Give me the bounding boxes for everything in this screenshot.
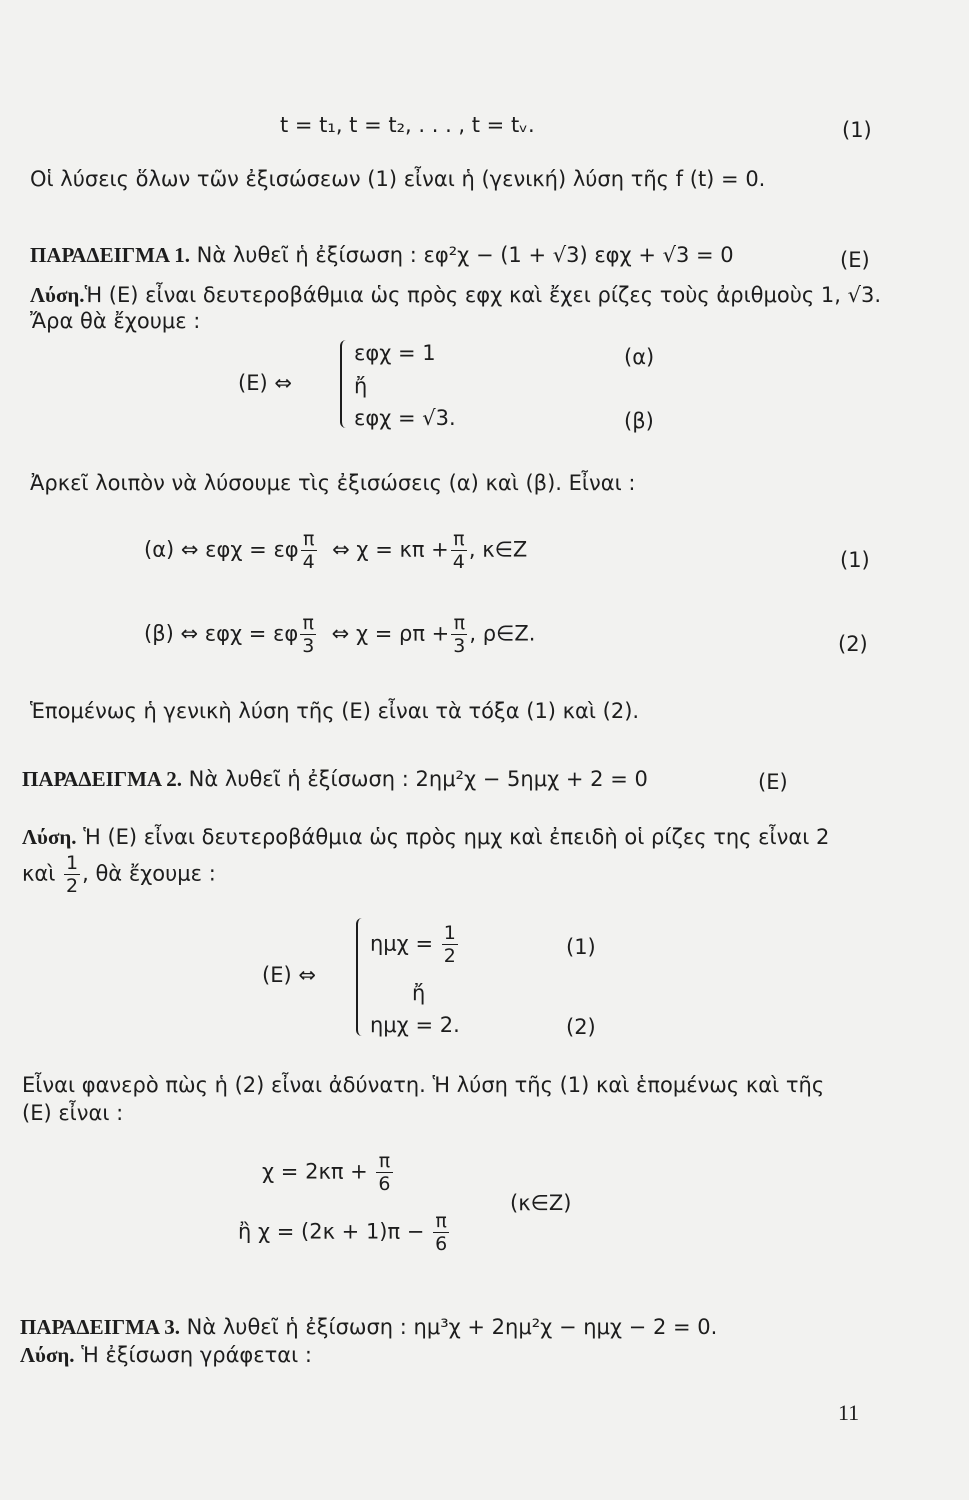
denominator: 3 [453, 635, 466, 657]
page-number: 11 [838, 1400, 860, 1425]
solution-2-line [22, 824, 829, 850]
system-2-tag-1: (1) [566, 935, 596, 959]
system-1-tag-a: (α) [624, 345, 655, 369]
fraction-pi-4 [301, 528, 317, 573]
example-label: ΠΑΡΑΔΕΙΓΜΑ 3. [20, 1315, 180, 1339]
system-2-lhs: (Ε) ⇔ [262, 963, 316, 987]
fraction-1-2 [64, 852, 80, 897]
numerator: π [376, 1150, 392, 1173]
system-1-eq-a: εφχ = 1 [354, 341, 436, 365]
solution-label: Λύση. [20, 1343, 75, 1367]
solution-2-line-2 [22, 852, 216, 897]
denominator: 2 [443, 945, 456, 967]
fraction-pi-6 [433, 1210, 449, 1255]
text: , θὰ ἔχουμε : [82, 861, 216, 886]
solution-2-eq-a [262, 1150, 395, 1195]
equation-text: ⇔ χ = κπ + [332, 537, 449, 562]
equation-number: (2) [838, 632, 868, 656]
equation-text: ⇔ χ = ρπ + [331, 621, 450, 646]
equation-number: (1) [842, 118, 872, 142]
example-statement: Νὰ λυθεῖ ἡ ἐξίσωση : εφ²χ − (1 + √3) εφχ + √3 = 0 [196, 243, 734, 267]
denominator: 6 [378, 1173, 391, 1195]
paragraph-arkei: Ἀρκεῖ λοιπὸν νὰ λύσουμε τὶς ἐξισώσεις (α) καὶ (β). Εἶναι : [30, 471, 636, 495]
numerator: π [300, 612, 316, 635]
solution-label: Λύση. [22, 825, 77, 849]
solution-label: Λύση. [30, 283, 85, 307]
system-1-or: ἤ [354, 374, 368, 398]
paragraph-adynati: Εἶναι φανερὸ πὼς ἡ (2) εἶναι ἀδύνατη. Ἡ λύση τῆς (1) καὶ ἑπομένως καὶ τῆς [22, 1073, 825, 1097]
system-1-tag-b: (β) [624, 409, 654, 433]
example-2-heading [22, 766, 648, 792]
solution-3-line [20, 1342, 312, 1368]
system-2-eq-b: ημχ = 2. [370, 1013, 460, 1037]
equation-text: ημχ = [370, 931, 434, 956]
example-statement: Νὰ λυθεῖ ἡ ἐξίσωση : ημ³χ + 2ημ²χ − ημχ − 2 = 0. [186, 1315, 718, 1339]
paragraph-epomenos: Ἑπομένως ἡ γενικὴ λύση τῆς (Ε) εἶναι τὰ τόξα (1) καὶ (2). [30, 699, 640, 723]
example-1-heading [30, 242, 734, 268]
left-brace [340, 340, 352, 428]
numerator: 1 [66, 852, 79, 874]
solution-2-tag: (κ∈Ζ) [510, 1191, 572, 1215]
denominator: 2 [66, 875, 79, 897]
therefore-line: Ἄρα θὰ ἔχουμε : [30, 309, 201, 333]
paragraph-general-solution: Οἱ λύσεις ὅλων τῶν ἐξισώσεων (1) εἶναι ἡ (γενική) λύση τῆς f (t) = 0. [30, 167, 766, 191]
system-2-eq-a [370, 922, 460, 967]
example-label: ΠΑΡΑΔΕΙΓΜΑ 2. [22, 767, 182, 791]
fraction-pi-3 [451, 612, 467, 657]
equation-text: (β) ⇔ εφχ = εφ [144, 621, 299, 646]
numerator: 1 [443, 922, 456, 944]
equation-text: χ = 2κπ + [262, 1159, 368, 1184]
solution-text: Ἡ ἐξίσωση γράφεται : [81, 1343, 312, 1367]
denominator: 6 [435, 1233, 448, 1255]
example-label: ΠΑΡΑΔΕΙΓΜΑ 1. [30, 243, 190, 267]
system-1-lhs: (Ε) ⇔ [238, 371, 292, 395]
numerator: π [433, 1210, 449, 1233]
solution-text: Ἡ (Ε) εἶναι δευτεροβάθμια ὡς πρὸς εφχ καὶ ἔχει ρίζες τοὺς ἀριθμοὺς 1, √3. [84, 283, 882, 307]
text: καὶ [22, 861, 56, 886]
equation-t-values: t = t₁, t = t₂, . . . , t = tᵥ. [280, 113, 535, 137]
equation-tag: (Ε) [840, 248, 870, 272]
equation-text: , κ∈Ζ [468, 537, 528, 562]
equation-tag: (Ε) [758, 770, 788, 794]
equation-text: ἢ χ = (2κ + 1)π − [238, 1219, 425, 1244]
equation-alpha [144, 528, 527, 573]
example-3-heading [20, 1314, 717, 1340]
equation-text: (α) ⇔ εφχ = εφ [144, 537, 299, 562]
equation-text: , ρ∈Ζ. [469, 621, 536, 646]
denominator: 3 [302, 635, 315, 657]
paragraph-adynati-2: (Ε) εἶναι : [22, 1101, 124, 1125]
example-statement: Νὰ λυθεῖ ἡ ἐξίσωση : 2ημ²χ − 5ημχ + 2 = 0 [188, 767, 648, 791]
system-2-tag-2: (2) [566, 1015, 596, 1039]
equation-number: (1) [840, 548, 870, 572]
system-2-or: ἤ [412, 981, 426, 1005]
system-1-eq-b: εφχ = √3. [354, 406, 456, 430]
numerator: π [451, 528, 467, 551]
solution-1-line [30, 282, 881, 308]
fraction-pi-4 [451, 528, 467, 573]
left-brace [356, 918, 368, 1036]
denominator: 4 [452, 551, 465, 573]
numerator: π [451, 612, 467, 635]
fraction-1-2 [442, 922, 458, 967]
numerator: π [301, 528, 317, 551]
denominator: 4 [302, 551, 315, 573]
fraction-pi-6 [376, 1150, 392, 1195]
solution-text: Ἡ (Ε) εἶναι δευτεροβάθμια ὡς πρὸς ημχ καὶ ἐπειδὴ οἱ ρίζες της εἶναι 2 [83, 825, 830, 849]
fraction-pi-3 [300, 612, 316, 657]
equation-beta [144, 612, 535, 657]
solution-2-eq-b [238, 1210, 451, 1255]
